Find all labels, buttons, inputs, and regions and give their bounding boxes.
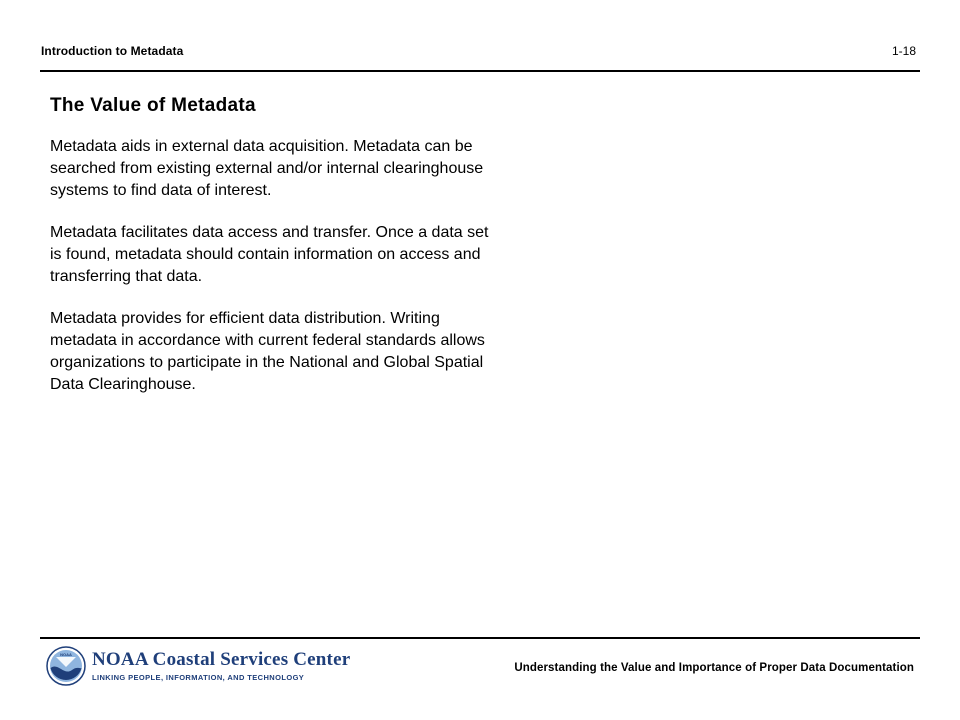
emblem-label: NOAA (60, 652, 72, 657)
slide-body (50, 136, 495, 416)
paragraph-external-acquisition: Metadata aids in external data acquisition. Metadata can be searched from existing external and/or internal clearinghouse systems to find data of interest. (50, 138, 484, 199)
page-number: 1-18 (891, 44, 916, 58)
noaa-emblem-icon (46, 646, 86, 686)
logo-tagline: LINKING PEOPLE, INFORMATION, AND TECHNOLOGY (92, 673, 305, 682)
logo-wordmark (92, 650, 350, 682)
noaa-logo (46, 646, 350, 686)
course-title: Introduction to Metadata (41, 44, 184, 58)
paragraph-distribution: Metadata provides for efficient data distribution. Writing metadata in accordance with current federal standards allows organizations to participate in the National and Global Spatial Data Clearinghouse. (50, 310, 485, 393)
header-divider (40, 70, 920, 72)
course-subtitle: Understanding the Value and Importance of Proper Data Documentation (514, 662, 914, 674)
footer-divider (40, 637, 920, 639)
paragraph-access-transfer: Metadata facilitates data access and transfer. Once a data set is found, metadata should contain information on access and transferring that data. (50, 224, 489, 285)
slide-title: The Value of Metadata (50, 95, 256, 116)
logo-name: NOAA Coastal Services Center (92, 649, 351, 670)
